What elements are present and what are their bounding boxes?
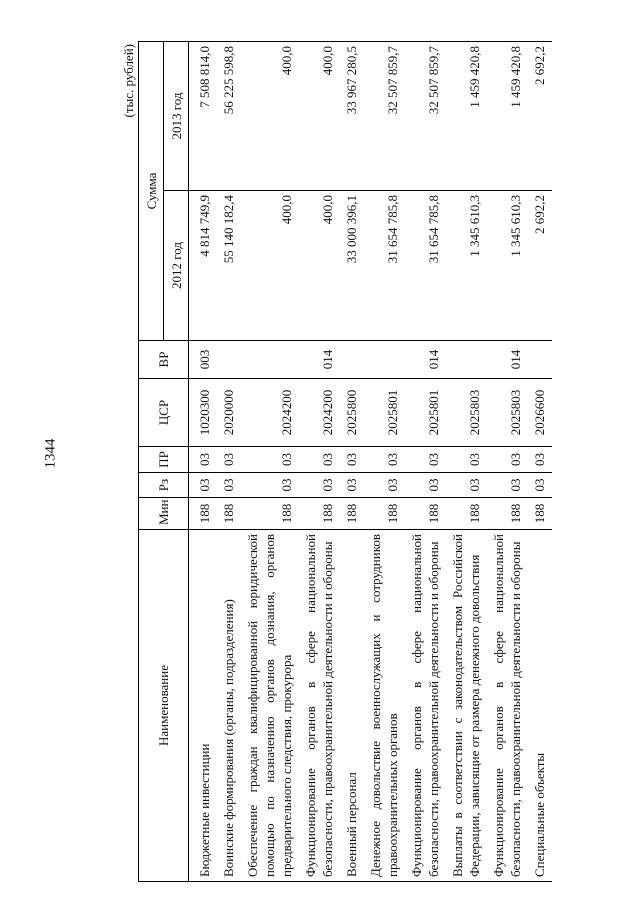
table-body [189, 42, 553, 882]
row-sum-2012: 31 654 785,8 [360, 191, 401, 341]
row-rz: 03 [442, 473, 483, 498]
row-min: 188 [237, 498, 295, 530]
table-header [139, 42, 189, 882]
row-name: Воинские формирования (органы, подразделения) [213, 530, 237, 882]
header-min: Мин [139, 498, 189, 530]
row-rz: 03 [401, 473, 442, 498]
page-number-text: 1344 [42, 438, 59, 468]
row-pr: 03 [295, 447, 336, 473]
row-rz: 03 [524, 473, 552, 498]
row-sum-2012: 31 654 785,8 [401, 191, 442, 341]
row-min: 188 [336, 498, 360, 530]
row-sum-2012: 400,0 [295, 191, 336, 341]
row-min: 188 [295, 498, 336, 530]
row-vr [442, 341, 483, 379]
row-name: Денежное довольствие военнослужащих и сотрудников правоохранительных органов [360, 530, 401, 882]
header-year-2012: 2012 год [164, 191, 189, 341]
row-min: 188 [524, 498, 552, 530]
table-row [237, 42, 295, 882]
row-csr: 2020000 [213, 379, 237, 447]
header-csr: ЦСР [139, 379, 189, 447]
row-vr [213, 341, 237, 379]
row-sum-2012: 55 140 182,4 [213, 191, 237, 341]
table-row [401, 42, 442, 882]
header-year-2013: 2013 год [164, 42, 189, 191]
header-name: Наименование [139, 530, 189, 882]
page-number [36, 436, 66, 470]
units-note: (тыс. рублей) [121, 44, 136, 118]
row-pr: 03 [336, 447, 360, 473]
table-row [483, 42, 524, 882]
row-min: 188 [360, 498, 401, 530]
row-pr: 03 [442, 447, 483, 473]
header-sum: Сумма [139, 42, 164, 341]
row-sum-2013: 56 225 598,8 [213, 42, 237, 191]
table-row [213, 42, 237, 882]
row-vr [336, 341, 360, 379]
row-name: Военный персонал [336, 530, 360, 882]
row-sum-2013: 1 459 420,8 [483, 42, 524, 191]
row-pr: 03 [483, 447, 524, 473]
row-pr: 03 [401, 447, 442, 473]
row-csr: 2025800 [336, 379, 360, 447]
row-name: Обеспечение граждан квалифицированной юридической помощью по назначению органов дознания, органов предварительного следствия, прокурора [237, 530, 295, 882]
row-name: Функционирование органов в сфере национальной безопасности, правоохранительной деятельности и обороны [483, 530, 524, 882]
row-vr: 003 [189, 341, 214, 379]
table-row [189, 42, 214, 882]
row-sum-2013: 400,0 [295, 42, 336, 191]
row-csr: 2024200 [237, 379, 295, 447]
row-vr [360, 341, 401, 379]
row-name: Выплаты в соответствии с законодательством Российской Федерации, зависящие от размера денежного довольствия [442, 530, 483, 882]
row-min: 188 [401, 498, 442, 530]
table-row [524, 42, 552, 882]
row-rz: 03 [483, 473, 524, 498]
header-pr: ПР [139, 447, 189, 473]
row-pr: 03 [524, 447, 552, 473]
row-csr: 2026600 [524, 379, 552, 447]
table-row [442, 42, 483, 882]
row-vr [524, 341, 552, 379]
row-sum-2012: 1 345 610,3 [483, 191, 524, 341]
header-vr: ВР [139, 341, 189, 379]
row-name: Бюджетные инвестиции [189, 530, 214, 882]
row-min: 188 [483, 498, 524, 530]
table-row [360, 42, 401, 882]
row-sum-2012: 400,0 [237, 191, 295, 341]
row-vr: 014 [483, 341, 524, 379]
row-pr: 03 [360, 447, 401, 473]
row-pr: 03 [213, 447, 237, 473]
row-name: Функционирование органов в сфере национальной безопасности, правоохранительной деятельности и обороны [401, 530, 442, 882]
row-rz: 03 [336, 473, 360, 498]
row-sum-2013: 33 967 280,5 [336, 42, 360, 191]
row-sum-2012: 2 692,2 [524, 191, 552, 341]
rotated-table-region [118, 42, 568, 882]
row-sum-2012: 4 814 749,9 [189, 191, 214, 341]
row-vr [237, 341, 295, 379]
row-sum-2013: 32 507 859,7 [360, 42, 401, 191]
row-min: 188 [189, 498, 214, 530]
row-sum-2013: 1 459 420,8 [442, 42, 483, 191]
row-min: 188 [442, 498, 483, 530]
row-csr: 2025803 [442, 379, 483, 447]
row-csr: 2024200 [295, 379, 336, 447]
row-csr: 1020300 [189, 379, 214, 447]
row-rz: 03 [237, 473, 295, 498]
row-vr: 014 [401, 341, 442, 379]
row-rz: 03 [213, 473, 237, 498]
row-vr: 014 [295, 341, 336, 379]
table-row [295, 42, 336, 882]
row-sum-2013: 2 692,2 [524, 42, 552, 191]
row-rz: 03 [360, 473, 401, 498]
budget-table [138, 41, 552, 882]
table-row [336, 42, 360, 882]
row-sum-2012: 1 345 610,3 [442, 191, 483, 341]
row-pr: 03 [189, 447, 214, 473]
row-sum-2012: 33 000 396,1 [336, 191, 360, 341]
row-csr: 2025803 [483, 379, 524, 447]
row-min: 188 [213, 498, 237, 530]
row-csr: 2025801 [360, 379, 401, 447]
row-sum-2013: 32 507 859,7 [401, 42, 442, 191]
row-pr: 03 [237, 447, 295, 473]
row-rz: 03 [295, 473, 336, 498]
row-name: Функционирование органов в сфере национальной безопасности, правоохранительной деятельности и обороны [295, 530, 336, 882]
row-sum-2013: 7 508 814,0 [189, 42, 214, 191]
row-sum-2013: 400,0 [237, 42, 295, 191]
row-rz: 03 [189, 473, 214, 498]
row-name: Специальные объекты [524, 530, 552, 882]
row-csr: 2025801 [401, 379, 442, 447]
header-rz: Рз [139, 473, 189, 498]
